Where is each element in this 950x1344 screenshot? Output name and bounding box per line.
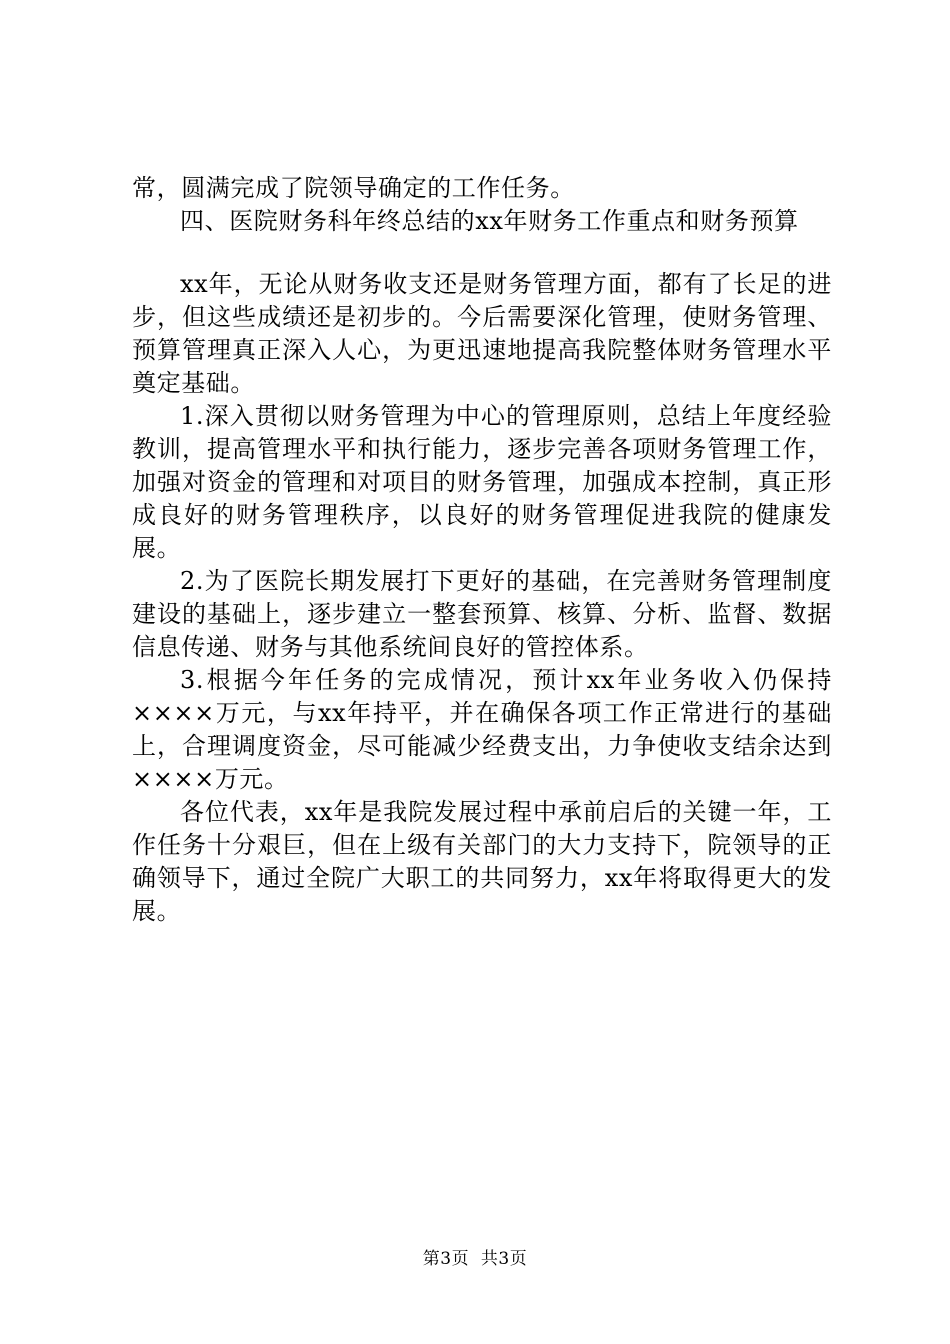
paragraph-item-2: 2.为了医院长期发展打下更好的基础，在完善财务管理制度建设的基础上，逐步建立一整套预算、核算、分析、监督、数据信息传递、财务与其他系统间良好的管控体系。 (132, 567, 832, 661)
paragraph-item-3: 3.根据今年任务的完成情况，预计xx年业务收入仍保持××××万元，与xx年持平，并在确保各项工作正常进行的基础上，合理调度资金，尽可能减少经费支出，力争使收支结余达到××××万元。 (132, 666, 832, 793)
document-body (132, 172, 832, 928)
paragraph-closing: 各位代表，xx年是我院发展过程中承前启后的关键一年，工作任务十分艰巨，但在上级有关部门的大力支持下，院领导的正确领导下，通过全院广大职工的共同努力，xx年将取得更大的发展。 (132, 798, 832, 925)
paragraph-continuation: 常，圆满完成了院领导确定的工作任务。 (132, 174, 575, 202)
section-heading: 四、医院财务科年终总结的xx年财务工作重点和财务预算 (180, 207, 799, 235)
page-footer: 第3页 共3页 (422, 1249, 528, 1269)
paragraph-intro: xx年，无论从财务收支还是财务管理方面，都有了长足的进步，但这些成绩还是初步的。今后需要深化管理，使财务管理、预算管理真正深入人心，为更迅速地提高我院整体财务管理水平奠定基础。 (132, 270, 832, 397)
paragraph-item-1: 1.深入贯彻以财务管理为中心的管理原则，总结上年度经验教训，提高管理水平和执行能力，逐步完善各项财务管理工作，加强对资金的管理和对项目的财务管理，加强成本控制，真正形成良好的财务管理秩序，以良好的财务管理促进我院的健康发展。 (132, 402, 832, 562)
paragraph-gap (132, 238, 832, 268)
